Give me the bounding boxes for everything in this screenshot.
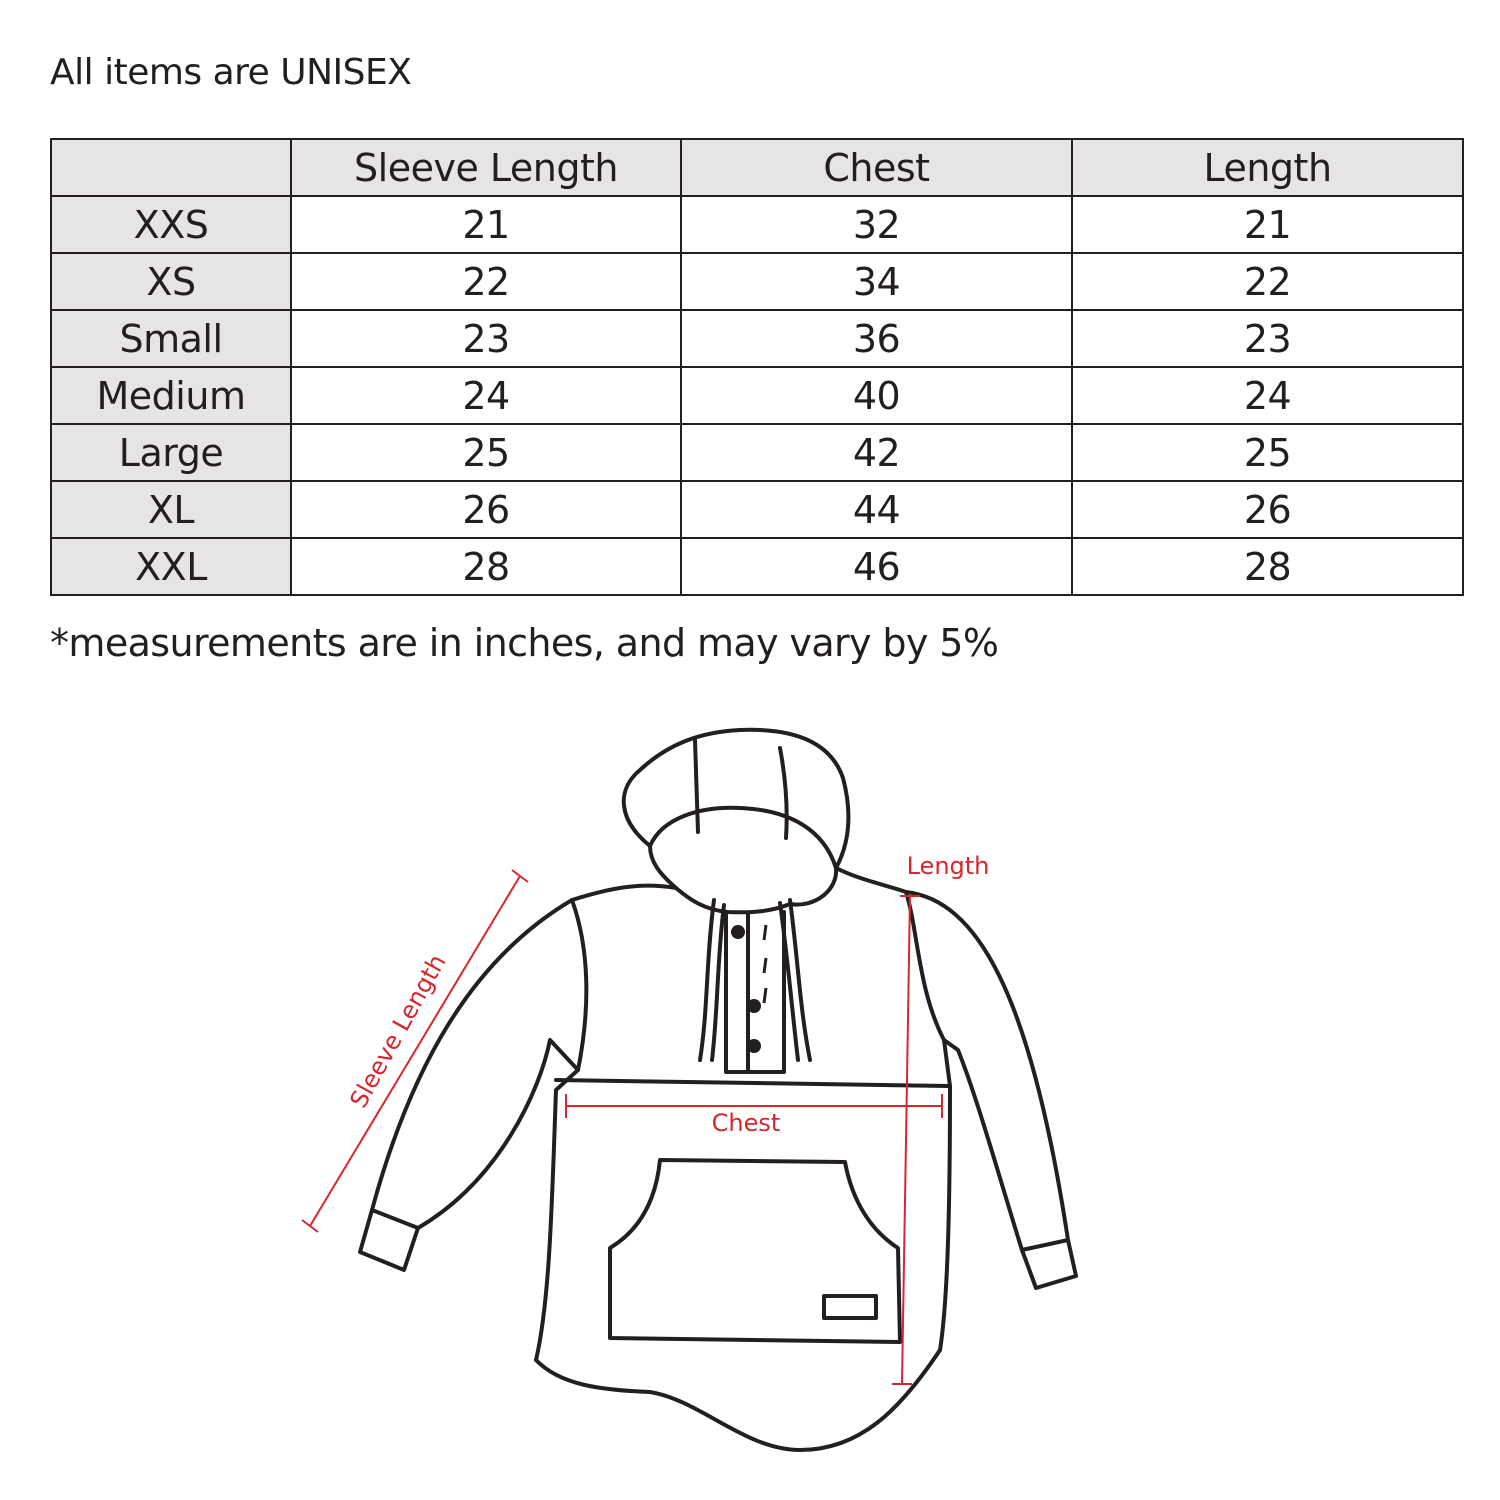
length-value: 25 bbox=[1072, 424, 1463, 481]
column-header-chest: Chest bbox=[681, 139, 1072, 196]
chest-value: 36 bbox=[681, 310, 1072, 367]
chest-value: 34 bbox=[681, 253, 1072, 310]
length-value: 21 bbox=[1072, 196, 1463, 253]
page-heading: All items are UNISEX bbox=[50, 52, 412, 93]
size-label: XS bbox=[51, 253, 291, 310]
size-label: XXS bbox=[51, 196, 291, 253]
hood-inner bbox=[650, 808, 836, 913]
left-shoulder bbox=[572, 886, 676, 900]
size-label: XXL bbox=[51, 538, 291, 595]
right-sleeve-outer bbox=[906, 892, 1068, 1240]
right-shoulder bbox=[836, 868, 906, 892]
right-sleeve-inner bbox=[944, 1040, 1022, 1250]
length-value: 26 bbox=[1072, 481, 1463, 538]
hood-outer bbox=[624, 730, 849, 868]
sleeve-measure-line bbox=[310, 876, 520, 1226]
drawstring-right-outer bbox=[790, 900, 810, 1060]
sleeve-length-value: 26 bbox=[291, 481, 681, 538]
size-label: Large bbox=[51, 424, 291, 481]
size-label: Small bbox=[51, 310, 291, 367]
hood-seam-left bbox=[695, 740, 698, 832]
chest-value: 40 bbox=[681, 367, 1072, 424]
hem bbox=[536, 1350, 940, 1450]
hood-seam-right bbox=[780, 748, 787, 838]
stitch-mark bbox=[764, 925, 766, 940]
hoodie-outline bbox=[360, 730, 1076, 1450]
stitch-mark bbox=[764, 988, 766, 1003]
chest-value: 44 bbox=[681, 481, 1072, 538]
chest-value: 32 bbox=[681, 196, 1072, 253]
sleeve-length-label: Sleeve Length bbox=[344, 949, 452, 1113]
length-value: 28 bbox=[1072, 538, 1463, 595]
sleeve-length-value: 23 bbox=[291, 310, 681, 367]
chest-value: 42 bbox=[681, 424, 1072, 481]
chest-seam bbox=[556, 1080, 948, 1086]
button bbox=[731, 925, 745, 939]
button bbox=[747, 999, 761, 1013]
chest-label: Chest bbox=[711, 1109, 781, 1137]
sleeve-measure-cap-bottom bbox=[302, 1220, 318, 1232]
right-cuff bbox=[1022, 1240, 1076, 1288]
length-label: Length bbox=[906, 852, 990, 880]
length-value: 23 bbox=[1072, 310, 1463, 367]
length-value: 24 bbox=[1072, 367, 1463, 424]
sleeve-length-value: 28 bbox=[291, 538, 681, 595]
length-measure bbox=[892, 896, 920, 1384]
left-cuff bbox=[360, 1210, 418, 1270]
column-header-length: Length bbox=[1072, 139, 1463, 196]
right-side-seam bbox=[906, 892, 950, 1350]
sleeve-length-value: 25 bbox=[291, 424, 681, 481]
drawstring-left-outer bbox=[700, 900, 714, 1060]
left-sleeve-outer bbox=[372, 900, 572, 1210]
length-value: 22 bbox=[1072, 253, 1463, 310]
size-label: Medium bbox=[51, 367, 291, 424]
kangaroo-pocket bbox=[610, 1160, 900, 1342]
sleeve-length-value: 22 bbox=[291, 253, 681, 310]
sleeve-length-measure bbox=[302, 870, 528, 1232]
column-header-sleeve-length: Sleeve Length bbox=[291, 139, 681, 196]
chest-value: 46 bbox=[681, 538, 1072, 595]
drawstring-left-inner bbox=[712, 905, 724, 1060]
sleeve-length-value: 24 bbox=[291, 367, 681, 424]
button bbox=[747, 1039, 761, 1053]
placket-stitches bbox=[764, 925, 766, 1003]
left-side-seam bbox=[536, 900, 586, 1360]
sleeve-length-value: 21 bbox=[291, 196, 681, 253]
size-label: XL bbox=[51, 481, 291, 538]
measurement-footnote: *measurements are in inches, and may vary by 5% bbox=[50, 621, 999, 665]
stitch-mark bbox=[764, 958, 766, 973]
pocket-label-patch bbox=[824, 1296, 876, 1318]
length-measure-line bbox=[902, 896, 910, 1384]
sleeve-measure-cap-top bbox=[512, 870, 528, 882]
